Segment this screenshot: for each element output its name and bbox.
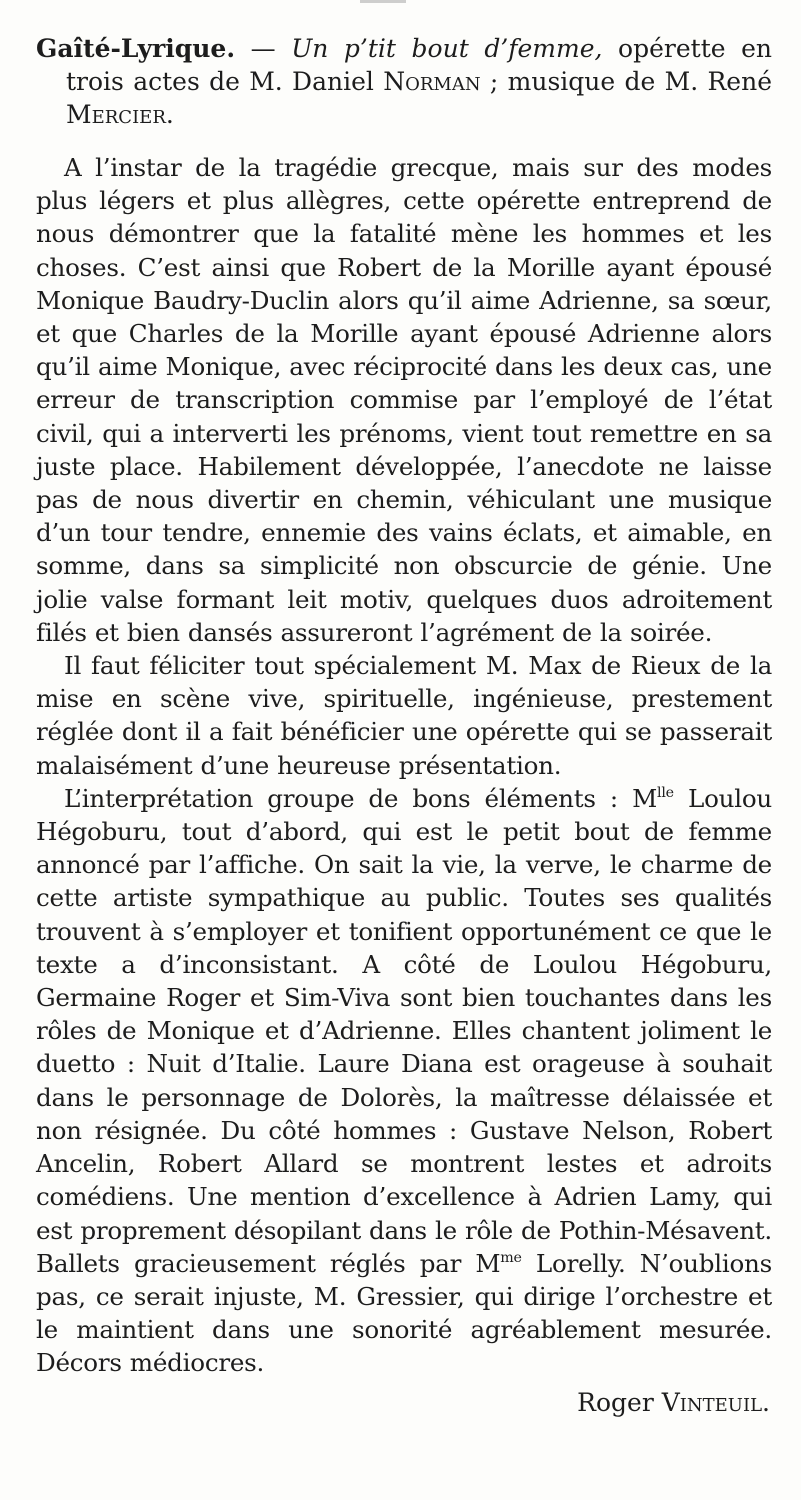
work-title: Un p’tit bout d’femme,: [291, 34, 603, 63]
composer-name: Mercier: [66, 100, 166, 129]
heading-desc-2: ; musique de M. René: [480, 67, 772, 96]
cast-text-3: Lorelly. N’oublions pas, ce serait injuste, M. Gressier, qui dirige l’orchestre et le maintient dans une sonorité agréablement mesurée. Décors médiocres.: [36, 1248, 772, 1378]
cast-text-2: Loulou Hégoburu, tout d’abord, qui est le petit bout de femme annoncé par l’affiche. On sait la vie, la verve, le charme de cette artiste sympathique au public. Toutes ses qualités trouvent à s’employer et tonifient opportunément ce que le texte a d’inconsistant. A côté de Loulou Hégoburu, Germaine Roger et Sim-Viva sont bien touchantes dans les rôles de Monique et d’Adrienne. Elles chantent joliment le duetto : Nuit d’Italie. Laure Diana est orageuse à souhait dans le personnage de Dolorès, la maîtresse délaissée et non résignée. Du côté hommes : Gustave Nelson, Robert Ancelin, Robert Allard se montrent lestes et adroits comédiens. Une mention d’excellence à Adrien Lamy, qui est proprement désopilant dans le rôle de Pothin-Mésavent. Ballets gracieusement réglés par M: [36, 783, 772, 1278]
author-name: Norman: [383, 67, 481, 96]
signature-first-name: Roger: [577, 1387, 662, 1417]
heading-desc-1: opérette en trois actes de M. Daniel: [66, 34, 772, 96]
signature-end: .: [762, 1387, 770, 1417]
venue-name: Gaîté-Lyrique.: [36, 34, 236, 63]
heading-desc-3: .: [165, 100, 174, 129]
heading-dash: —: [250, 34, 276, 63]
signature-last-name: Vinteuil: [661, 1387, 763, 1417]
review-heading: [36, 32, 772, 131]
paragraph-staging: Il faut féliciter tout spécialement M. Max de Rieux de la mise en scène vive, spirituelle, ingénieuse, prestement réglée dont il a fait bénéficier une opérette qui se passerait malaisément d’une heureuse présentation.: [36, 651, 772, 780]
cast-superscript-2: me: [500, 1249, 522, 1266]
paragraph-cast: [36, 782, 772, 1380]
paragraph-plot: A l’instar de la tragédie grecque, mais sur des modes plus légers et plus allègres, cette opérette entreprend de nous démontrer que la fatalité mène les hommes et les choses. C’est ainsi que Robert de la Morille ayant épousé Monique Baudry-Duclin alors qu’il aime Adrienne, sa sœur, et que Charles de la Morille ayant épousé Adrienne alors qu’il aime Monique, avec réciprocité dans les deux cas, une erreur de transcription commise par l’employé de l’état civil, qui a interverti les prénoms, vient tout remettre en sa juste place. Habilement développée, l’anecdote ne laisse pas de nous divertir en chemin, véhiculant une musique d’un tour tendre, ennemie des vains éclats, et aimable, en somme, dans sa simplicité non obscurcie de génie. Une jolie valse formant leit motiv, quelques duos adroitement filés et bien dansés assureront l’agrément de la soirée.: [36, 153, 772, 647]
review-column: [36, 32, 772, 1419]
cast-text-1: L’interprétation groupe de bons éléments : M: [64, 783, 658, 813]
cast-superscript-1: lle: [657, 784, 674, 801]
page-edge-mark: [360, 0, 406, 3]
signature: [36, 1386, 772, 1419]
